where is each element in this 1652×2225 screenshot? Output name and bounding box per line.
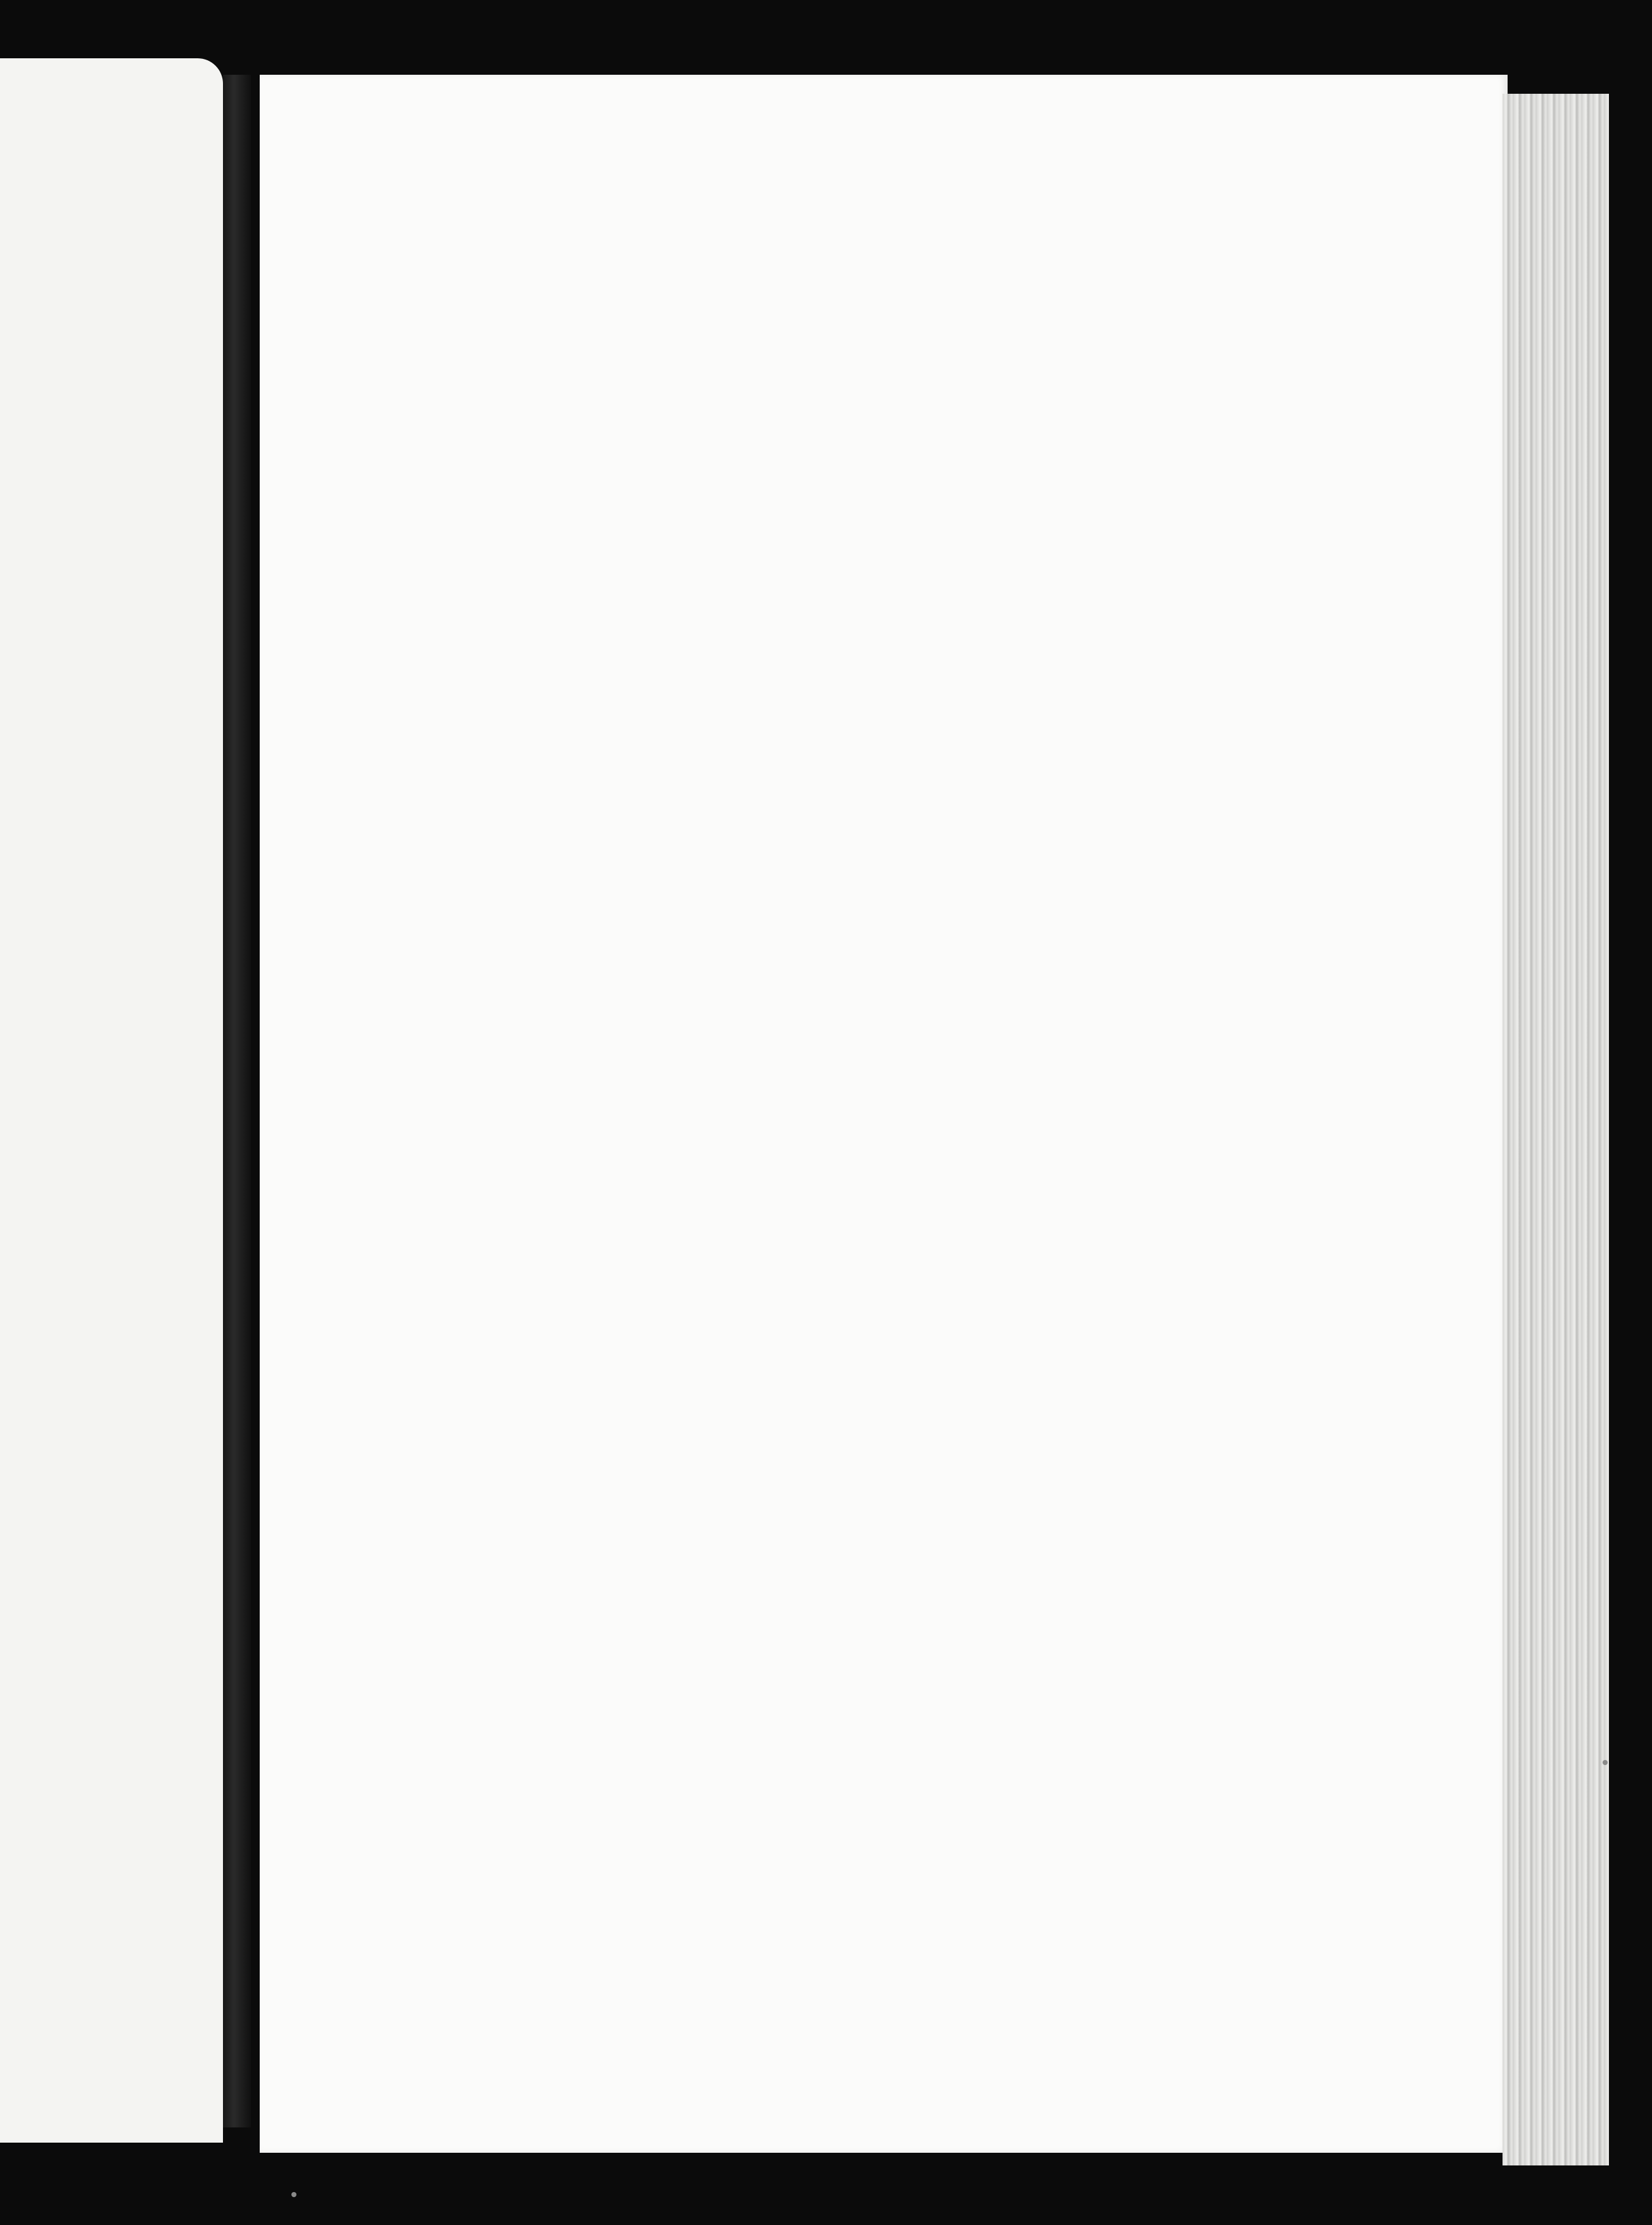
book-fore-edge [1503,94,1609,2165]
speck [1603,1760,1608,1765]
left-page [0,58,223,2143]
speck [291,2192,296,2197]
torn-page-edge [223,75,251,2127]
main-page [260,75,1508,2153]
